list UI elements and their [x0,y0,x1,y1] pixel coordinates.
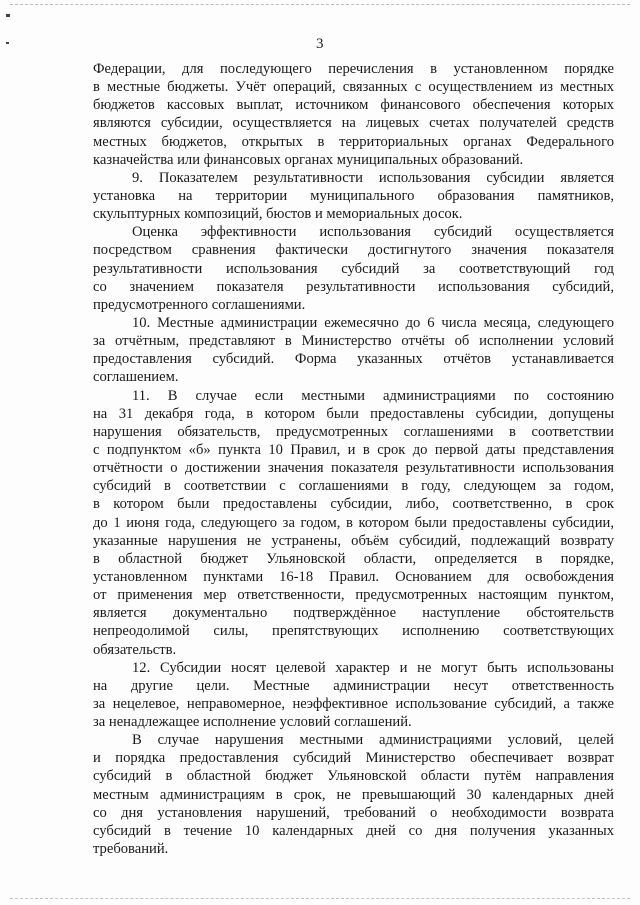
text-line: в котором были предоставлены субсидии, либо, соответственно, в срок [93,496,614,513]
text-line: соглашением. [93,369,179,386]
page-number: 3 [316,36,324,52]
text-line: отчётности о достижении значения показателя результативности использования [93,460,614,477]
text-line: указанные нарушения не устранены, объём субсидий, подлежащий возврату [93,532,614,549]
text-line: со значением показателя результативности использования субсидий, [93,278,614,295]
text-line: непреодолимой силы, препятствующих исполнению соответствующих [93,623,614,640]
document-body [93,60,614,858]
text-line: субсидий в областной бюджет Ульяновской области путём направления [93,768,614,785]
text-line: 11. В случае если местными администрациями по состоянию [132,387,614,404]
text-line: 10. Местные администрации ежемесячно до 6 числа месяца, следующего [132,314,614,331]
text-line: на другие цели. Местные администрации несут ответственность [93,677,614,694]
scan-edge-bottom [10,895,630,899]
text-line: предоставления субсидий. Форма указанных отчётов устанавливается [93,351,614,368]
text-line: и порядка предоставления субсидий Министерство обеспечивает возврат [93,750,614,767]
text-line: бюджетов кассовых выплат, источником финансового обеспечения которых [93,97,614,114]
text-line: на 31 декабря года, в котором были предоставлены субсидии, допущены [93,405,614,422]
text-line: является документально подтверждённое наступление обстоятельств [93,605,614,622]
text-line: установленном пунктами 16-18 Правил. Основанием для освобождения [93,568,614,585]
text-line: посредством сравнения фактически достигнутого значения показателя [93,242,614,259]
text-line: установка на территории муниципального образования памятников, [93,187,614,204]
text-line: нарушения обязательств, предусмотренных соглашениями в соответствии [93,423,614,440]
text-line: субсидий в соответствии с соглашениями в году, следующем за годом, [93,478,614,495]
text-line: местных бюджетов, открытых в территориальных органах Федерального [93,133,614,150]
text-line: Федерации, для последующего перечисления в установленном порядке [93,61,614,77]
scan-mark [6,14,10,17]
scan-edge-top [10,4,630,8]
text-line: 12. Субсидии носят целевой характер и не могут быть использованы [132,659,614,676]
text-line: обязательств. [93,641,177,658]
text-line: за нецелевое, неправомерное, неэффективное использование субсидий, а также [93,695,614,712]
text-line: результативности использования субсидий за соответствующий год [93,260,614,277]
text-line: за отчётным, представляют в Министерство отчёты об исполнении условий [93,333,614,350]
text-line: субсидий в течение 10 календарных дней со дня получения указанных [93,822,614,839]
text-line: 9. Показателем результативности использования субсидии является [132,169,614,186]
text-line: в местные бюджеты. Учёт операций, связанных с осуществлением из местных [93,79,614,96]
text-line: в областной бюджет Ульяновской области, определяется в порядке, [93,550,614,567]
text-line: местным администрациям в срок, не превышающий 30 календарных дней [93,786,614,803]
text-line: Оценка эффективности использования субсидий осуществляется [132,224,614,241]
text-line: В случае нарушения местными администрациями условий, целей [132,732,614,749]
text-line: за ненадлежащее исполнение условий соглашений. [93,714,412,731]
text-line: являются субсидии, осуществляется на лицевых счетах получателей средств [93,115,614,132]
text-line: скульптурных композиций, бюстов и мемориальных досок. [93,206,463,223]
text-line: требований. [93,841,169,858]
text-line: предусмотренного соглашениями. [93,296,306,313]
text-line: со дня установления нарушений, требований о необходимости возврата [93,804,614,821]
text-line: казначейства или финансовых органах муниципальных образований. [93,151,524,168]
text-line: от применения мер ответственности, предусмотренных настоящим пунктом, [93,587,614,604]
text-line: с подпунктом «б» пункта 10 Правил, и в срок до первой даты представления [93,441,614,458]
text-line: до 1 июня года, следующего за годом, в котором были предоставлены субсидии, [93,514,614,531]
